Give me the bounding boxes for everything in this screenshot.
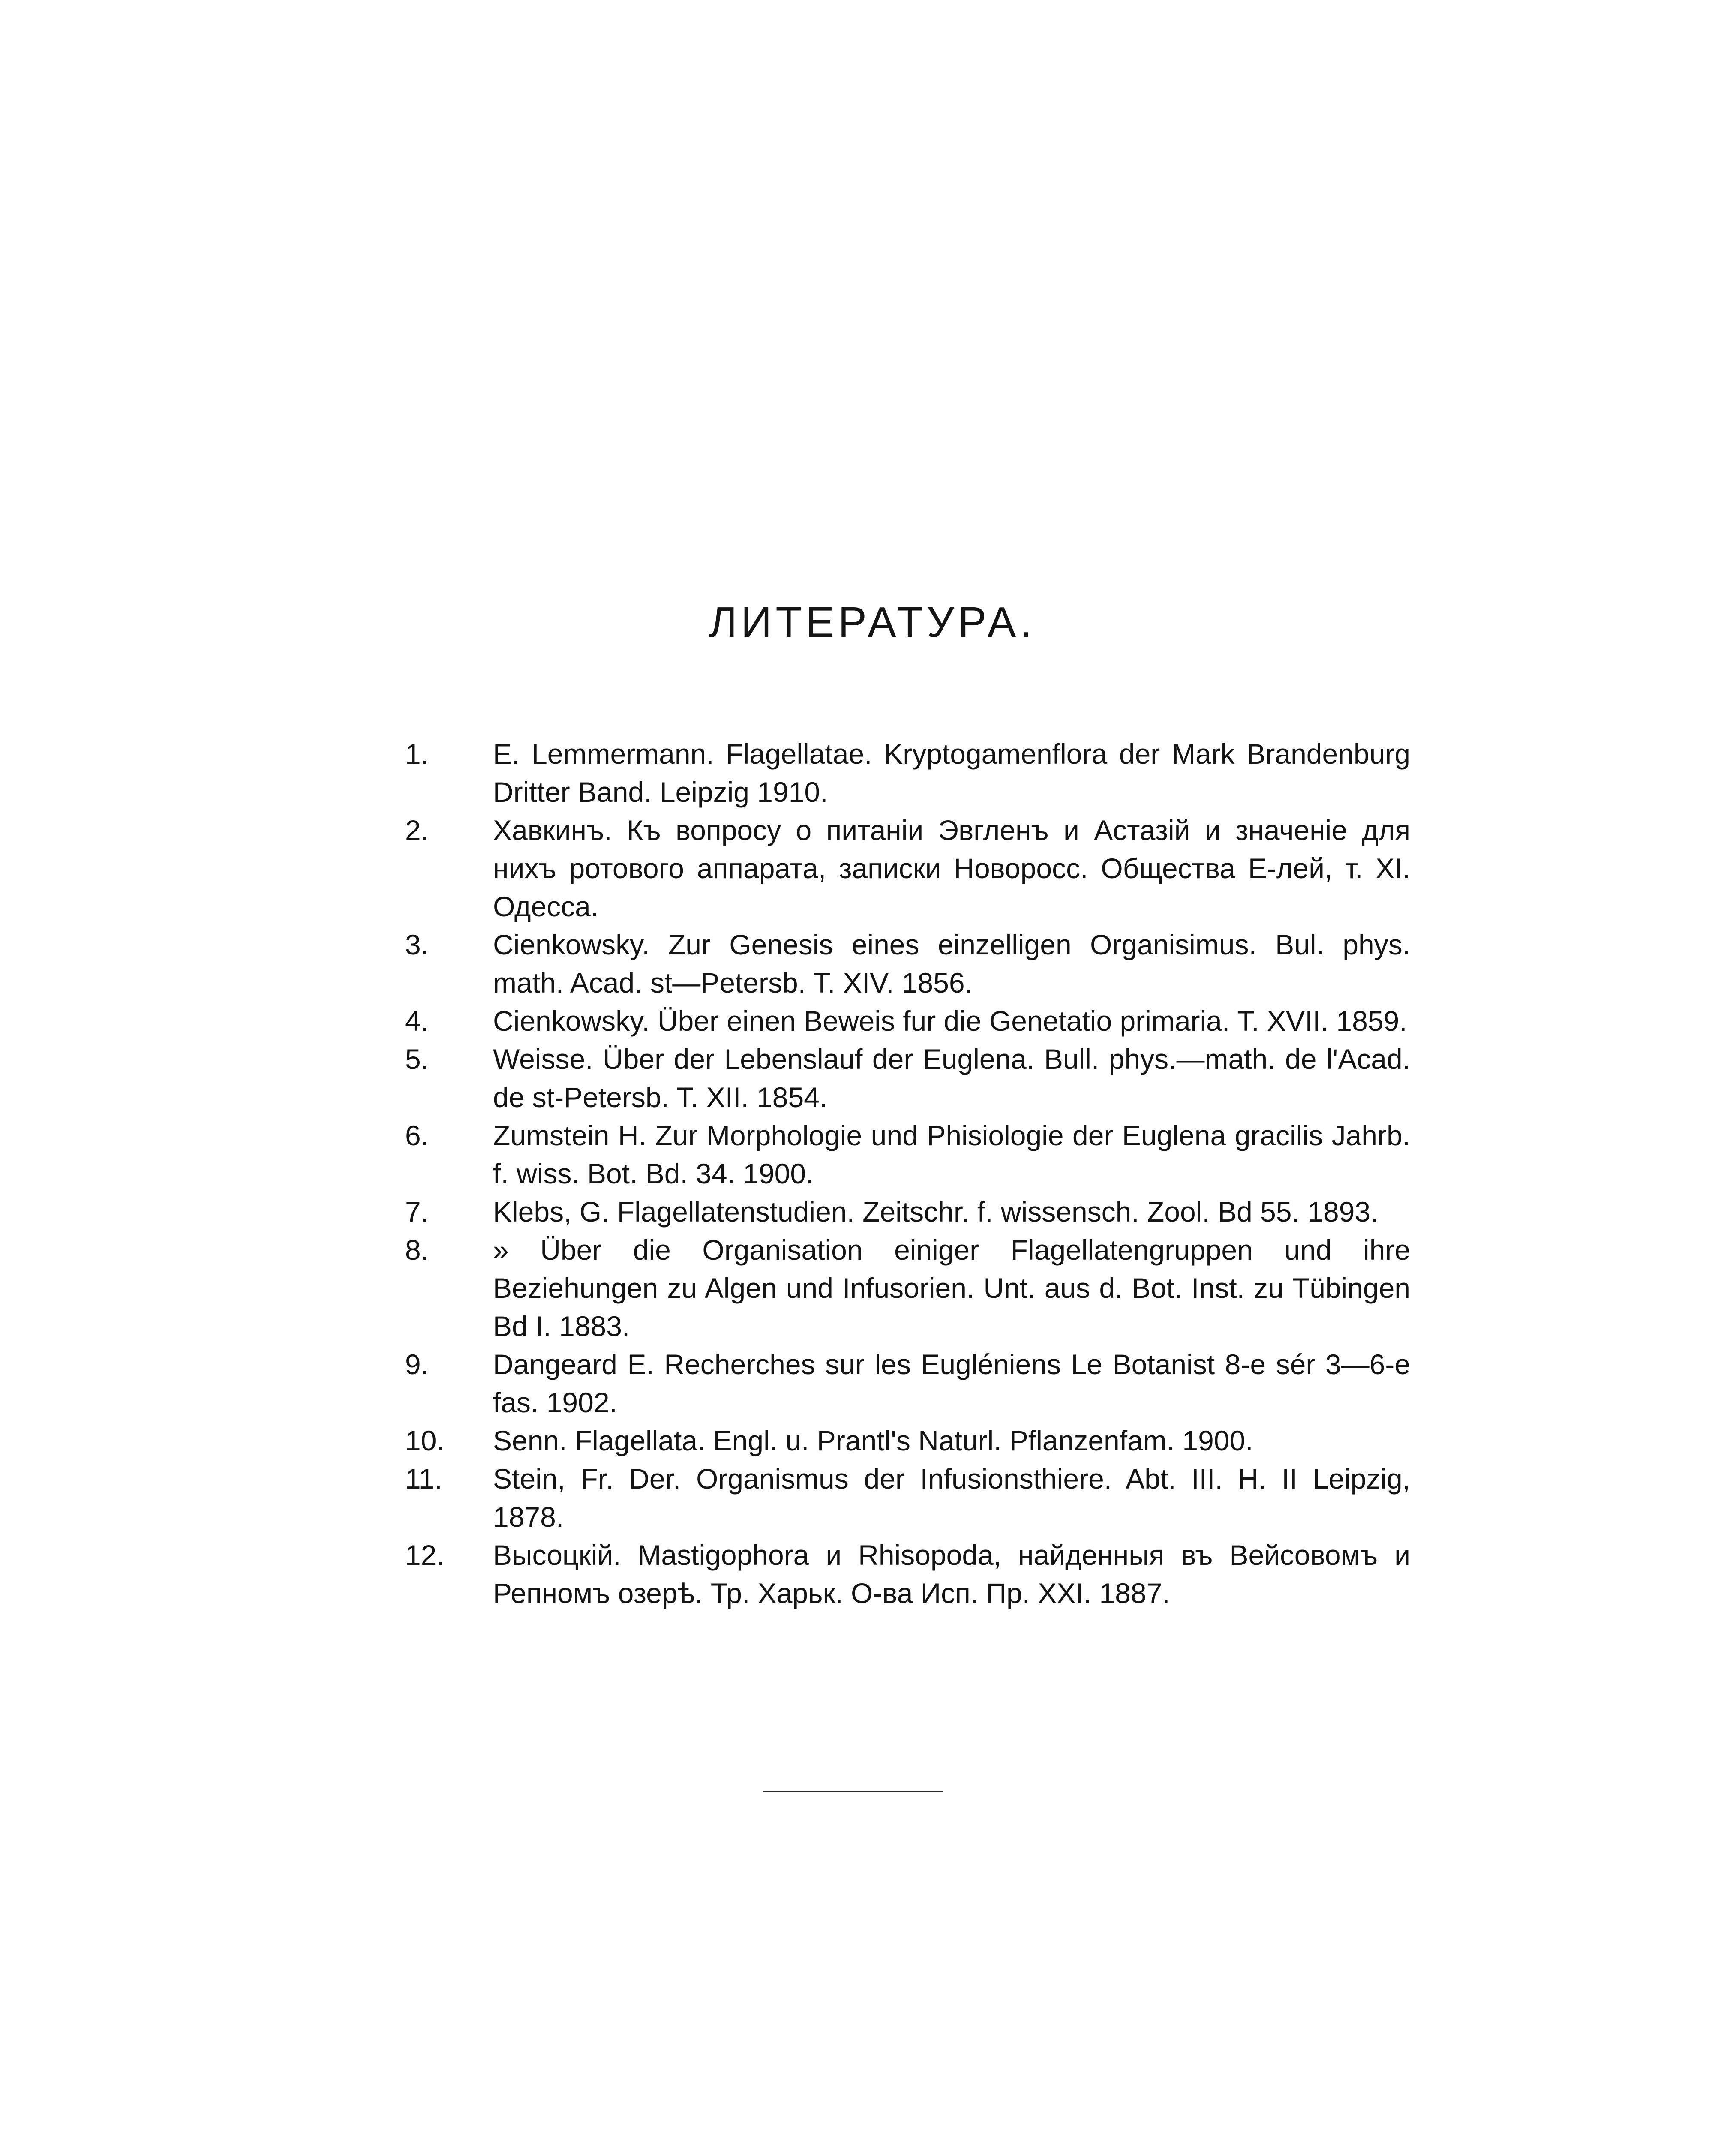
reference-number: 12.: [405, 1539, 445, 1571]
reference-text: Хавкинъ. Къ вопросу о питанiи Эвгленъ и Астазiй и значенiе для нихъ ротового аппарата, записки Новоросс. Общества Е-лей, т. XI. Одесса.: [493, 814, 1410, 922]
reference-number: 6.: [405, 1120, 429, 1151]
reference-list: [405, 735, 1410, 1612]
reference-number: 5.: [405, 1043, 429, 1075]
reference-number: 9.: [405, 1348, 429, 1380]
reference-item: [405, 1002, 1410, 1040]
reference-number: 2.: [405, 814, 429, 846]
reference-number: 1.: [405, 738, 429, 770]
reference-text: Cienkowsky. Zur Genesis eines einzelligen Organisimus. Bul. phys. math. Acad. st—Petersb. T. XIV. 1856.: [493, 929, 1410, 999]
reference-number: 8.: [405, 1234, 429, 1266]
reference-text: Dangeard E. Recherches sur les Eugléniens Le Botanist 8-e sér 3—6-e fas. 1902.: [493, 1348, 1410, 1418]
reference-text: » Über die Organisation einiger Flagellatengruppen und ihre Beziehungen zu Algen und Infusorien. Unt. aus d. Bot. Inst. zu Tübingen Bd I. 1883.: [493, 1234, 1410, 1342]
reference-text: Weisse. Über der Lebenslauf der Euglena. Bull. phys.—math. de l'Acad. de st-Petersb. T. XII. 1854.: [493, 1043, 1410, 1113]
reference-number: 11.: [405, 1463, 442, 1495]
reference-number: 3.: [405, 929, 429, 960]
reference-item: [405, 1040, 1410, 1117]
reference-number: 7.: [405, 1196, 429, 1228]
reference-item: [405, 1422, 1410, 1460]
reference-text: Cienkowsky. Über einen Beweis fur die Genetatio primaria. T. XVII. 1859.: [493, 1005, 1407, 1037]
reference-item: [405, 926, 1410, 1002]
reference-text: Klebs, G. Flagellatenstudien. Zeitschr. f. wissensch. Zool. Bd 55. 1893.: [493, 1196, 1379, 1228]
reference-item: [405, 811, 1410, 926]
reference-item: [405, 1231, 1410, 1345]
reference-item: [405, 1536, 1410, 1612]
reference-text: Senn. Flagellata. Engl. u. Prantl's Naturl. Pflanzenfam. 1900.: [493, 1425, 1253, 1456]
reference-text: Zumstein H. Zur Morphologie und Phisiologie der Euglena gracilis Jahrb. f. wiss. Bot. Bd. 34. 1900.: [493, 1120, 1410, 1189]
reference-item: [405, 1117, 1410, 1193]
reference-item: [405, 1345, 1410, 1422]
reference-text: Высоцкiй. Mastigophora и Rhisopoda, найденныя въ Вейсовомъ и Репномъ озерѣ. Тр. Харьк. О-ва Исп. Пр. XXI. 1887.: [493, 1539, 1410, 1609]
reference-number: 4.: [405, 1005, 429, 1037]
reference-item: [405, 1193, 1410, 1231]
reference-text: Stein, Fr. Der. Organismus der Infusionsthiere. Abt. III. H. II Leipzig, 1878.: [493, 1463, 1410, 1533]
reference-number: 10.: [405, 1425, 445, 1456]
reference-item: [405, 1460, 1410, 1536]
reference-text: E. Lemmermann. Flagellatae. Kryptogamenflora der Mark Brandenburg Dritter Band. Leipzig 1910.: [493, 738, 1410, 808]
page-title: ЛИТЕРАТУРА.: [709, 598, 1036, 646]
section-divider: [763, 1791, 943, 1792]
reference-item: [405, 735, 1410, 811]
